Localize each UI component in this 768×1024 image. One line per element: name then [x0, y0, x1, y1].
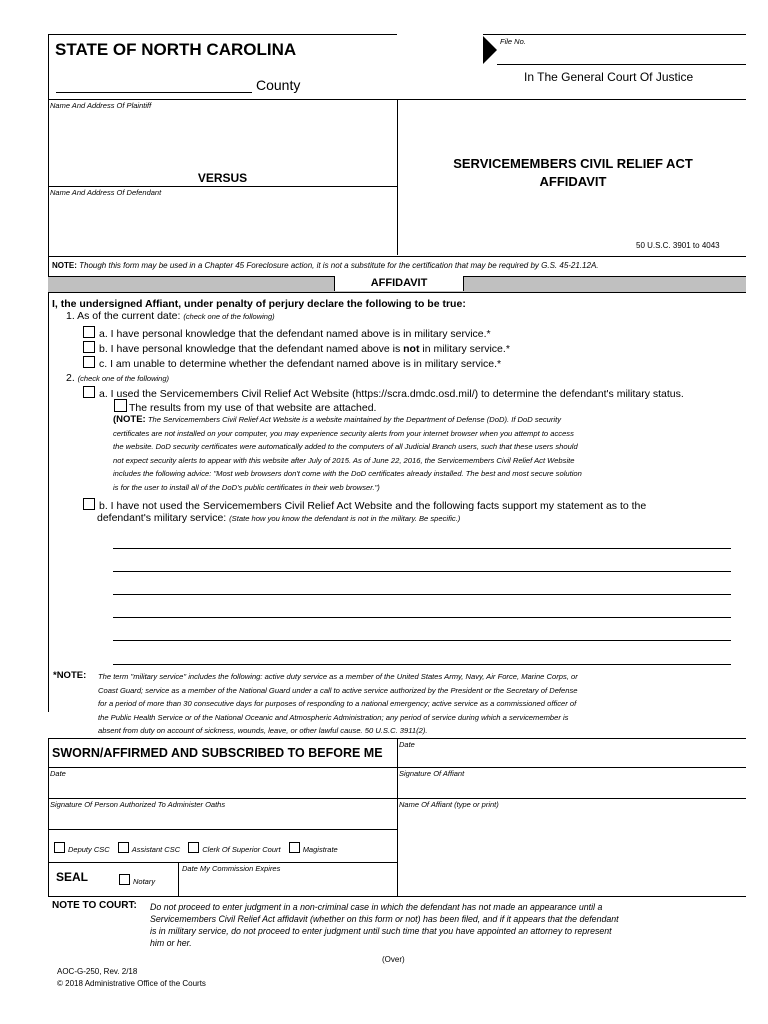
seal-label: SEAL: [56, 870, 89, 884]
website-note-line4: not expect security alerts to appear with this website after July of 2015. As of June 22, 2016, the Servicemembers Civil Relief Act Website: [113, 455, 575, 465]
military-note-line2: Coast Guard; service as a member of the National Guard under a call to active service authorized by the President or the Secretary of Defense: [98, 685, 578, 695]
affidavit-intro: I, the undersigned Affiant, under penalty of perjury declare the following to be true:: [52, 298, 466, 310]
signature-affiant-field[interactable]: [398, 779, 745, 797]
statute-ref: 50 U.S.C. 3901 to 4043: [636, 241, 720, 250]
item1: [66, 310, 275, 322]
option-2b-text2: defendant's military service:: [97, 512, 227, 524]
county-line[interactable]: [56, 92, 252, 93]
affidavit-section-title: AFFIDAVIT: [334, 276, 464, 291]
option-2a-text: a. I used the Servicemembers Civil Relief Act Website (https://scra.dmdc.osd.mil/) to determine the defendant's military status.: [99, 388, 684, 400]
military-note-line1: The term "military service" includes the following: active duty service as a member of the United States Army, Navy, Air Force, Marine Corps, or: [98, 672, 578, 681]
court-note-line4: him or her.: [150, 938, 192, 948]
notary-label: Notary: [133, 877, 156, 886]
military-note-line3: for a period of more than 30 consecutive days for purposes of responding to a national emergency; active service as a commissioned officer of: [98, 699, 577, 708]
form-id: AOC-G-250, Rev. 2/18: [57, 967, 138, 976]
court-note-line3: is in military service, do not proceed to enter judgment until such time that you have appointed an attorney to represent: [150, 926, 612, 936]
answer-line-3[interactable]: [113, 594, 731, 595]
item2-num: 2.: [66, 372, 75, 384]
checkbox-notary[interactable]: [119, 874, 130, 885]
checkbox-2b[interactable]: [83, 498, 95, 510]
option-2b: [83, 498, 646, 512]
deputy-csc-label: Deputy CSC: [68, 845, 110, 854]
option-1a: [83, 326, 491, 340]
assistant-csc-label: Assistant CSC: [131, 845, 181, 854]
name-affiant-label: Name Of Affiant (type or print): [399, 800, 499, 809]
option-2b-line2: [97, 512, 460, 524]
website-note-line2: certificates are not installed on your computer, you may experience security alerts from your internet browser when you attempt to access: [113, 428, 574, 438]
checkbox-assistant-csc[interactable]: [118, 842, 129, 853]
answer-line-5[interactable]: [113, 640, 731, 641]
answer-line-1[interactable]: [113, 548, 731, 549]
answer-line-2[interactable]: [113, 571, 731, 572]
file-no-line[interactable]: [497, 64, 746, 65]
option-2a-sub-text: The results from my use of that website are attached.: [129, 402, 377, 414]
file-no-label: File No.: [500, 37, 526, 46]
top-note-label: NOTE:: [52, 261, 77, 270]
notary-option: [119, 874, 155, 886]
checkbox-2a-results[interactable]: [114, 399, 127, 412]
court-note-text: [150, 901, 619, 949]
option-1b: [83, 341, 510, 355]
military-note-line4: the Public Health Service or of the National Oceanic and Atmospheric Administration; any period of service during which a servicemember is: [98, 712, 569, 722]
court-note-line1: Do not proceed to enter judgment in a non-criminal case in which the defendant has not made an appearance until a: [150, 902, 603, 912]
signature-affiant-label: Signature Of Affiant: [399, 769, 465, 778]
option-2b-text: b. I have not used the Servicemembers Civil Relief Act Website and the following facts support my statement as to the: [99, 500, 647, 512]
item1-text: As of the current date:: [77, 310, 181, 322]
signature-person-label: Signature Of Person Authorized To Administer Oaths: [50, 800, 226, 809]
option-2b-hint: (State how you know the defendant is not in the military. Be specific.): [229, 514, 461, 523]
copyright: © 2018 Administrative Office of the Courts: [57, 979, 206, 988]
checkbox-1a[interactable]: [83, 326, 95, 338]
option-2a-sub: [114, 399, 376, 414]
website-note-line3: the website. DoD security certificates were automatically added to the computers of all Judicial Branch users, such that these users should: [113, 442, 578, 451]
checkbox-deputy-csc[interactable]: [54, 842, 65, 853]
military-note-line5: absent from duty on account of sickness, wounds, leave, or other lawful cause. 50 U.S.C. 3911(2).: [98, 726, 428, 735]
military-note-text: [98, 670, 578, 738]
top-note: [52, 261, 599, 270]
commission-field[interactable]: [180, 874, 396, 894]
signature-person-field[interactable]: [49, 810, 396, 828]
date-field-left[interactable]: [49, 779, 396, 797]
checkbox-1c[interactable]: [83, 356, 95, 368]
form-title-line2: AFFIDAVIT: [539, 174, 607, 189]
item2: [66, 372, 169, 384]
website-note-line5: includes the following advice: "Most web browsers don't come with the DoD certificates already installed. The best and most secure solution: [113, 469, 582, 478]
plaintiff-label: Name And Address Of Plaintiff: [50, 101, 152, 110]
checkbox-clerk-superior[interactable]: [188, 842, 199, 853]
checkbox-magistrate[interactable]: [289, 842, 300, 853]
option-1c: [83, 356, 501, 370]
item2-hint: (check one of the following): [77, 374, 169, 383]
county-label: County: [256, 77, 301, 93]
top-note-text: Though this form may be used in a Chapter 45 Foreclosure action, it is not a substitute for the certification that may be required by G.S. 45-21.12A.: [79, 261, 599, 270]
magistrate-label: Magistrate: [302, 845, 338, 854]
date-field-right[interactable]: [398, 750, 745, 766]
item1-hint: (check one of the following): [183, 312, 275, 321]
over-label: (Over): [382, 955, 405, 964]
clerk-superior-label: Clerk Of Superior Court: [202, 845, 281, 854]
military-note-label: *NOTE:: [53, 670, 87, 681]
answer-line-4[interactable]: [113, 617, 731, 618]
option-1b-text-post: in military service.*: [419, 343, 510, 355]
date-label-right: Date: [399, 740, 415, 749]
option-2a: [83, 386, 684, 400]
form-title: [398, 155, 748, 191]
option-1b-text-bold: not: [403, 343, 420, 355]
date-label-left: Date: [50, 769, 66, 778]
defendant-field[interactable]: [49, 199, 396, 254]
form-title-line1: SERVICEMEMBERS CIVIL RELIEF ACT: [453, 156, 693, 171]
name-affiant-field[interactable]: [398, 810, 745, 828]
file-no-arrow-icon: [483, 36, 497, 64]
sworn-title: SWORN/AFFIRMED AND SUBSCRIBED TO BEFORE ME: [52, 746, 383, 760]
checkbox-2a[interactable]: [83, 386, 95, 398]
court-note-line2: Servicemembers Civil Relief Act affidavit (whether on this form or not) has been filed, and if it appears that the defendant: [150, 914, 619, 924]
option-1a-text: a. I have personal knowledge that the defendant named above is in military service.*: [99, 328, 491, 340]
checkbox-1b[interactable]: [83, 341, 95, 353]
role-checkboxes: [54, 842, 338, 854]
website-note-line6: is for the user to install all of the DoD's public certificates in their web browser."): [113, 482, 380, 492]
defendant-label: Name And Address Of Defendant: [50, 188, 162, 197]
versus-label: VERSUS: [197, 171, 248, 185]
item1-num: 1.: [66, 310, 75, 322]
court-name: In The General Court Of Justice: [524, 70, 694, 84]
court-note-label: NOTE TO COURT:: [52, 900, 137, 911]
answer-line-6[interactable]: [113, 664, 731, 665]
option-1c-text: c. I am unable to determine whether the defendant named above is in military service.*: [99, 358, 502, 370]
website-note-label: (NOTE:: [113, 414, 146, 425]
website-note: [113, 413, 582, 494]
state-title: STATE OF NORTH CAROLINA: [55, 40, 297, 59]
commission-label: Date My Commission Expires: [182, 864, 281, 873]
website-note-line1: The Servicemembers Civil Relief Act Website is a website maintained by the Department of Defense (DoD). If DoD security: [147, 415, 562, 424]
option-1b-text-pre: b. I have personal knowledge that the defendant named above is: [99, 343, 404, 355]
plaintiff-field[interactable]: [49, 112, 396, 168]
